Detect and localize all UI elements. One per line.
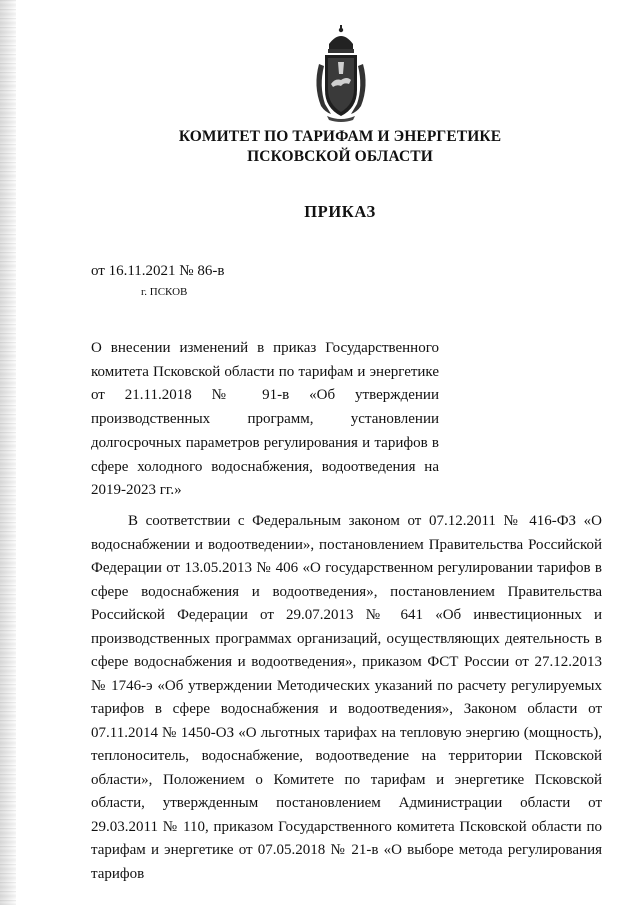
organization-title — [150, 127, 530, 167]
date-and-number: от 16.11.2021 № 86-в — [91, 263, 225, 279]
scan-edge-noise — [0, 0, 16, 905]
coat-of-arms-emblem — [311, 24, 371, 124]
order-body-paragraph: В соответствии с Федеральным законом от 07.12.2011 № 416-ФЗ «О водоснабжении и водоотведении», постановлением Правительства Российской Федерации от 13.05.2013 № 406 «О государственном регулировании тарифов в сфере водоснабжения и водоотведения», постановлением Правительства Российской Федерации от 29.07.2013 № 641 «Об инвестиционных и производственных программах организаций, осуществляющих деятельность в сфере водоснабжения и водоотведения», приказом ФСТ России от 27.12.2013 № 1746-э «Об утверждении Методических указаний по расчету регулируемых тарифов в сфере водоснабжения и водоотведения», Законом области от 07.11.2014 № 1450-ОЗ «О льготных тарифах на тепловую энергию (мощность), теплоноситель, водоснабжение, водоотведение на территории Псковской области», Положением о Комитете по тарифам и энергетике Псковской области, утвержденным постановлением Администрации области от 29.03.2011 № 110, приказом Государственного комитета Псковской области по тарифам и энергетике от 07.05.2018 № 21-в «О выборе метода регулирования тарифов — [91, 513, 602, 882]
order-subject: О внесении изменений в приказ Государственного комитета Псковской области по тарифам и энергетике от 21.11.2018 № 91-в «Об утверждении производственных программ, установлении долгосрочных параметров регулирования и тарифов в сфере холодного водоснабжения, водоотведения на 2019-2023 гг.» — [91, 340, 439, 499]
organization-title-line2: ПСКОВСКОЙ ОБЛАСТИ — [247, 148, 433, 165]
city-label: г. ПСКОВ — [141, 286, 188, 298]
document-type-heading: ПРИКАЗ — [304, 202, 376, 221]
organization-title-line1: КОМИТЕТ ПО ТАРИФАМ И ЭНЕРГЕТИКЕ — [178, 128, 502, 145]
